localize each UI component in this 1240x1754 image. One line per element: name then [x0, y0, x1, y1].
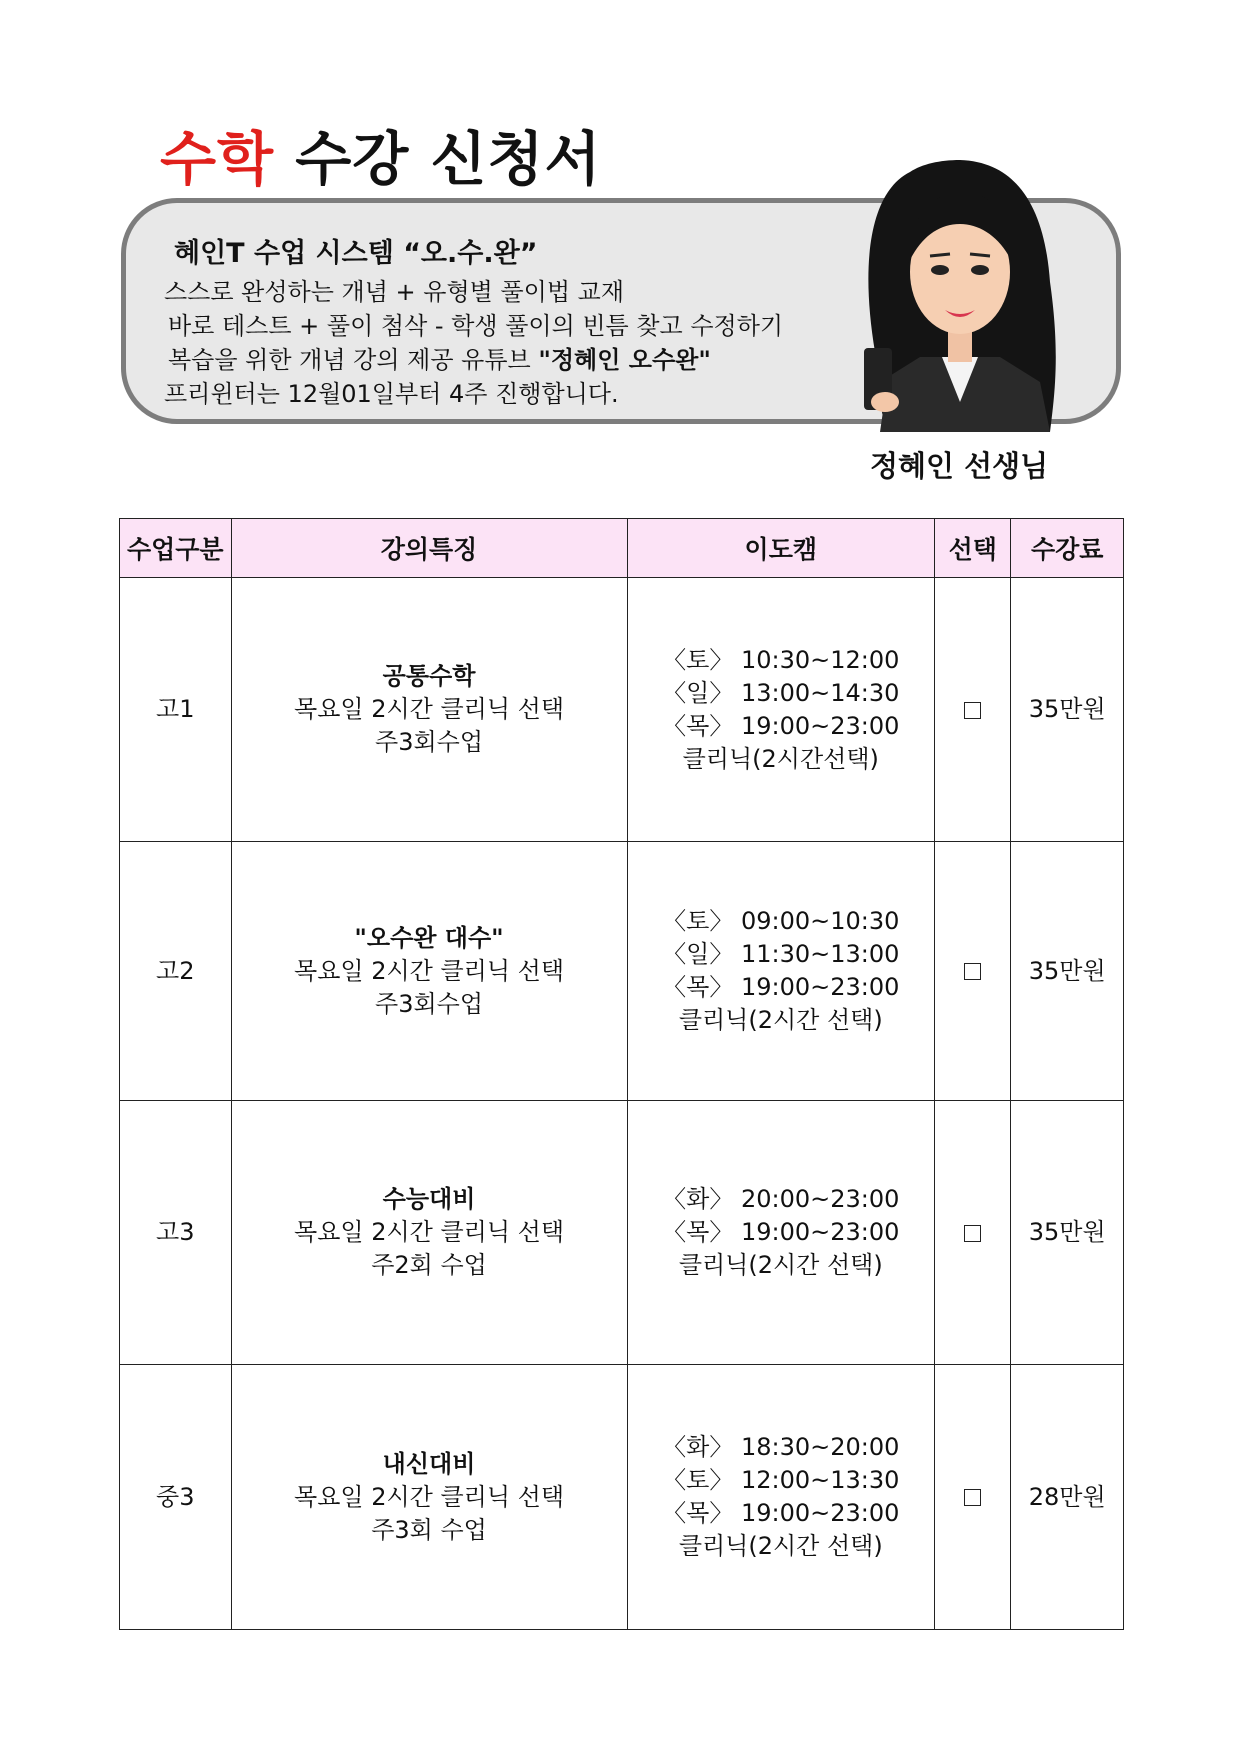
course-frequency: 주3회수업 [375, 989, 484, 1018]
schedule-line: 클리닉(2시간 선택) [678, 1006, 883, 1034]
title-rest: 수강 신청서 [274, 125, 602, 193]
page-title [160, 112, 602, 196]
schedule-line: 〈목〉 19:00~23:00 [662, 1218, 900, 1246]
table-row [120, 842, 1124, 1101]
course-name: 공통수학 [382, 662, 476, 690]
intro-lines [164, 275, 783, 411]
schedule-line: 〈토〉 09:00~10:30 [662, 907, 900, 935]
title-accent: 수학 [160, 125, 275, 193]
table-header-row [120, 519, 1124, 578]
course-name: 수능대비 [382, 1185, 476, 1213]
intro-line-2: 바로 테스트 + 풀이 첨삭 - 학생 풀이의 빈틈 찾고 수정하기 [168, 312, 784, 340]
select-checkbox[interactable] [964, 702, 981, 719]
course-name: "오수완 대수" [354, 923, 504, 952]
course-desc: 목요일 2시간 클리닉 선택 [294, 695, 565, 723]
intro-line-3 [164, 343, 783, 377]
course-desc: 목요일 2시간 클리닉 선택 [294, 956, 565, 985]
schedule-line: 〈일〉 11:30~13:00 [662, 940, 900, 968]
select-checkbox[interactable] [964, 1489, 981, 1506]
schedule-line: 클리닉(2시간 선택) [678, 1251, 883, 1279]
table-row [120, 1101, 1124, 1365]
schedule-line: 〈토〉 10:30~12:00 [662, 645, 900, 674]
feature-cell [231, 1365, 627, 1630]
header-select: 선택 [935, 519, 1011, 578]
intro-line-4: 프리윈터는 12월01일부터 4주 진행합니다. [164, 380, 619, 408]
schedule-cell [627, 842, 935, 1101]
schedule-cell [627, 578, 935, 842]
intro-line-3-text: 복습을 위한 개념 강의 제공 유튜브 [168, 346, 539, 374]
fee-cell: 35만원 [1011, 578, 1124, 842]
schedule-cell [627, 1365, 935, 1630]
select-cell[interactable] [935, 1101, 1011, 1365]
course-frequency: 주2회 수업 [371, 1251, 487, 1279]
fee-cell: 28만원 [1011, 1365, 1124, 1630]
header-class-type: 수업구분 [120, 519, 232, 578]
schedule-line: 〈목〉 19:00~23:00 [662, 1499, 900, 1527]
course-name: 내신대비 [382, 1449, 476, 1478]
teacher-illustration [850, 152, 1070, 432]
course-frequency: 주3회수업 [375, 728, 484, 756]
select-cell[interactable] [935, 842, 1011, 1101]
intro-heading: 혜인T 수업 시스템 “오.수.완” [174, 238, 538, 269]
course-desc: 목요일 2시간 클리닉 선택 [294, 1218, 565, 1246]
fee-cell: 35만원 [1011, 842, 1124, 1101]
youtube-channel-name: "정혜인 오수완" [538, 346, 711, 374]
table-row [120, 578, 1124, 842]
grade-cell: 고1 [120, 578, 232, 842]
select-cell[interactable] [935, 1365, 1011, 1630]
schedule-line: 〈일〉 13:00~14:30 [662, 678, 900, 707]
schedule-line: 〈목〉 19:00~23:00 [662, 973, 900, 1001]
feature-cell [231, 578, 627, 842]
schedule-line: 〈목〉 19:00~23:00 [662, 711, 900, 740]
course-frequency: 주3회 수업 [371, 1515, 487, 1544]
course-desc: 목요일 2시간 클리닉 선택 [294, 1482, 565, 1511]
feature-cell [231, 842, 627, 1101]
schedule-cell [627, 1101, 935, 1365]
header-campus-schedule: 이도캠 [627, 519, 935, 578]
schedule-line: 클리닉(2시간선택) [682, 744, 879, 773]
header-features: 강의특징 [231, 519, 627, 578]
table-row [120, 1365, 1124, 1630]
schedule-line: 〈화〉 18:30~20:00 [662, 1433, 900, 1461]
intro-line-1: 스스로 완성하는 개념 + 유형별 풀이법 교재 [164, 278, 625, 306]
schedule-line: 〈토〉 12:00~13:30 [662, 1466, 900, 1494]
select-checkbox[interactable] [964, 963, 981, 980]
schedule-line: 〈화〉 20:00~23:00 [662, 1185, 900, 1213]
select-checkbox[interactable] [964, 1225, 981, 1242]
grade-cell: 고2 [120, 842, 232, 1101]
feature-cell [231, 1101, 627, 1365]
grade-cell: 고3 [120, 1101, 232, 1365]
fee-cell: 35만원 [1011, 1101, 1124, 1365]
course-table [119, 518, 1124, 1630]
header-fee: 수강료 [1011, 519, 1124, 578]
teacher-name: 정혜인 선생님 [870, 449, 1049, 483]
grade-cell: 중3 [120, 1365, 232, 1630]
select-cell[interactable] [935, 578, 1011, 842]
schedule-line: 클리닉(2시간 선택) [678, 1532, 883, 1560]
